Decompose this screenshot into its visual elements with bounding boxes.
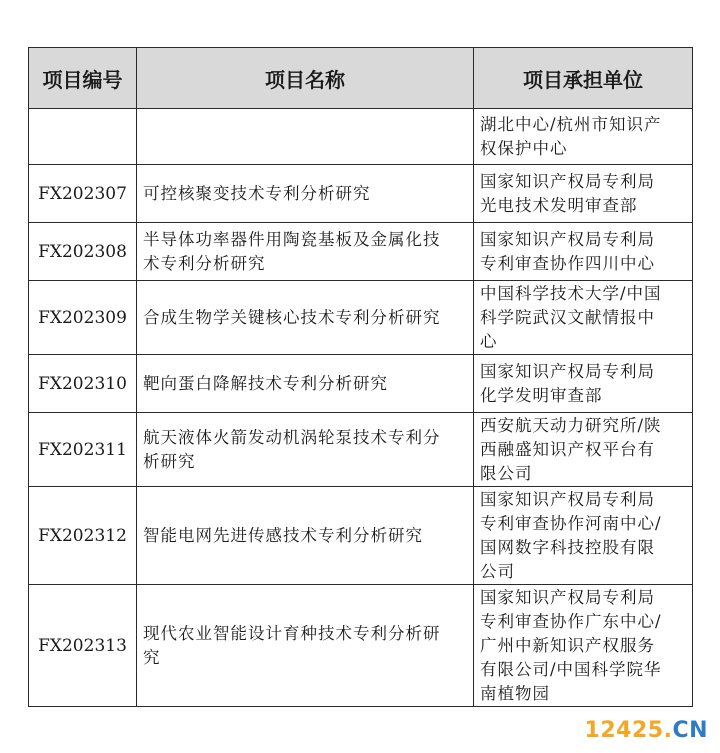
watermark-cn: CN xyxy=(672,718,708,743)
project-code-cell: FX202311 xyxy=(29,413,137,487)
project-unit-cell: 国家知识产权局专利局 专利审查协作广东中心/ 广州中新知识产权服务 有限公司/中国科学院华 南植物园 xyxy=(474,585,693,707)
project-unit-cell: 国家知识产权局专利局 光电技术发明审查部 xyxy=(474,165,693,223)
project-code-cell: FX202312 xyxy=(29,487,137,585)
project-unit-cell: 湖北中心/杭州市知识产 权保护中心 xyxy=(474,109,693,165)
project-code-cell: FX202310 xyxy=(29,355,137,413)
project-table xyxy=(28,47,693,707)
project-name-cell: 航天液体火箭发动机涡轮泵技术专利分 析研究 xyxy=(137,413,474,487)
project-name-cell: 合成生物学关键核心技术专利分析研究 xyxy=(137,281,474,355)
header-unit: 项目承担单位 xyxy=(474,48,693,109)
project-name-cell xyxy=(137,109,474,165)
table-row xyxy=(29,281,693,355)
project-code-cell xyxy=(29,109,137,165)
project-unit-cell: 国家知识产权局专利局 专利审查协作四川中心 xyxy=(474,223,693,281)
table-row xyxy=(29,585,693,707)
project-name-cell: 半导体功率器件用陶瓷基板及金属化技 术专利分析研究 xyxy=(137,223,474,281)
project-code-cell: FX202309 xyxy=(29,281,137,355)
project-name-cell: 可控核聚变技术专利分析研究 xyxy=(137,165,474,223)
project-name-cell: 现代农业智能设计育种技术专利分析研 究 xyxy=(137,585,474,707)
table-row xyxy=(29,109,693,165)
project-code-cell: FX202308 xyxy=(29,223,137,281)
table-row xyxy=(29,355,693,413)
project-code-cell: FX202307 xyxy=(29,165,137,223)
site-watermark xyxy=(585,718,708,743)
project-unit-cell: 西安航天动力研究所/陕 西融盛知识产权平台有 限公司 xyxy=(474,413,693,487)
header-row xyxy=(29,48,693,109)
project-unit-cell: 国家知识产权局专利局 化学发明审查部 xyxy=(474,355,693,413)
watermark-dot: . xyxy=(663,718,673,743)
project-name-cell: 智能电网先进传感技术专利分析研究 xyxy=(137,487,474,585)
table-row xyxy=(29,165,693,223)
project-code-cell: FX202313 xyxy=(29,585,137,707)
project-unit-cell: 国家知识产权局专利局 专利审查协作河南中心/ 国网数字科技控股有限 公司 xyxy=(474,487,693,585)
table-row xyxy=(29,413,693,487)
header-code: 项目编号 xyxy=(29,48,137,109)
header-name: 项目名称 xyxy=(137,48,474,109)
table-row xyxy=(29,223,693,281)
project-name-cell: 靶向蛋白降解技术专利分析研究 xyxy=(137,355,474,413)
table-row xyxy=(29,487,693,585)
project-unit-cell: 中国科学技术大学/中国 科学院武汉文献情报中 心 xyxy=(474,281,693,355)
watermark-number: 12425 xyxy=(584,718,664,743)
